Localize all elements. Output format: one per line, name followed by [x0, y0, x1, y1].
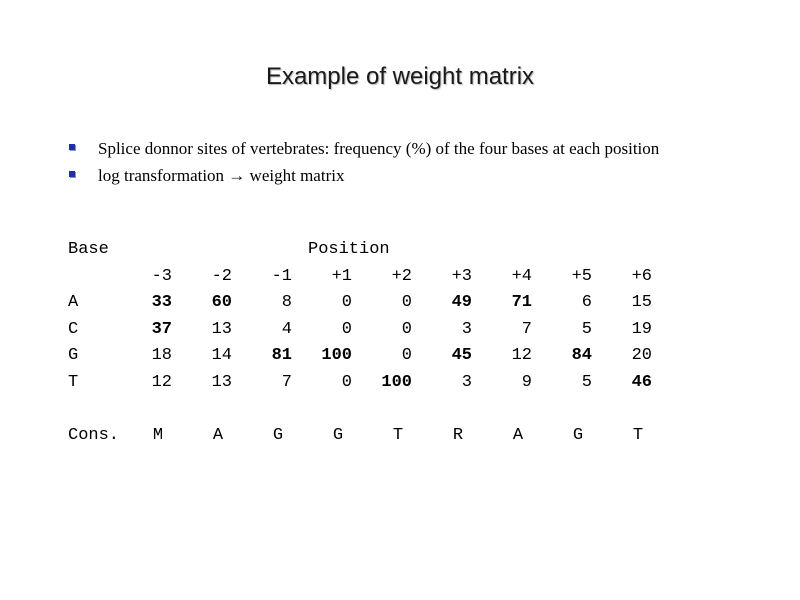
frequency-cell: 49: [451, 293, 472, 313]
frequency-cell: 0: [341, 372, 352, 392]
frequency-cell: 100: [381, 372, 412, 392]
frequency-cell: 3: [461, 372, 472, 392]
frequency-cell: 7: [521, 319, 532, 339]
position-index-cell: +4: [511, 266, 532, 286]
frequency-cell: 33: [151, 293, 172, 313]
bullet-text: Splice donnor sites of vertebrates: frequency (%) of the four bases at each position: [98, 139, 660, 158]
frequency-cell: 9: [521, 372, 532, 392]
frequency-cell: 13: [211, 319, 232, 339]
frequency-cell: 37: [151, 319, 172, 339]
frequency-cell: 0: [341, 293, 352, 313]
position-index-cell: +3: [451, 266, 472, 286]
position-index-cell: +5: [571, 266, 592, 286]
base-label: T: [68, 372, 79, 392]
frequency-cell: 0: [401, 319, 412, 339]
base-label: G: [68, 346, 79, 366]
bullet-item: [66, 138, 726, 159]
frequency-cell: 60: [211, 293, 232, 313]
frequency-cell: 46: [631, 372, 652, 392]
bullet-item: [66, 165, 726, 186]
consensus-cell: T: [392, 426, 404, 446]
bullet-text: log transformation → weight matrix: [98, 166, 345, 185]
position-index-cell: -2: [211, 266, 232, 286]
position-index-cell: -3: [151, 266, 172, 286]
position-header: Position: [308, 240, 390, 259]
consensus-cell: G: [272, 426, 284, 446]
frequency-cell: 8: [281, 293, 292, 313]
square-bullet-icon: [69, 144, 75, 150]
square-bullet-icon: [69, 171, 75, 177]
frequency-cell: 15: [631, 293, 652, 313]
consensus-label: Cons.: [68, 426, 120, 446]
position-index-cell: +1: [331, 266, 352, 286]
frequency-cell: 13: [211, 372, 232, 392]
frequency-cell: 3: [461, 319, 472, 339]
consensus-cell: M: [152, 426, 164, 446]
bullet-list: [66, 138, 726, 192]
base-header: Base: [68, 240, 109, 259]
frequency-cell: 84: [571, 346, 592, 366]
frequency-cell: 45: [451, 346, 472, 366]
base-label: C: [68, 319, 79, 339]
frequency-cell: 4: [281, 319, 292, 339]
position-index-cell: -1: [271, 266, 292, 286]
base-label: A: [68, 293, 79, 313]
frequency-cell: 14: [211, 346, 232, 366]
frequency-cell: 5: [581, 372, 592, 392]
consensus-cell: G: [572, 426, 584, 446]
frequency-cell: 6: [581, 293, 592, 313]
position-index-cell: +6: [631, 266, 652, 286]
frequency-cell: 12: [151, 372, 172, 392]
position-index-cell: +2: [391, 266, 412, 286]
consensus-cell: A: [512, 426, 524, 446]
consensus-cell: R: [452, 426, 464, 446]
frequency-cell: 0: [341, 319, 352, 339]
frequency-cell: 12: [511, 346, 532, 366]
frequency-cell: 18: [151, 346, 172, 366]
frequency-cell: 7: [281, 372, 292, 392]
frequency-cell: 20: [631, 346, 652, 366]
frequency-cell: 0: [401, 293, 412, 313]
frequency-cell: 0: [401, 346, 412, 366]
consensus-cell: A: [212, 426, 224, 446]
consensus-cell: G: [332, 426, 344, 446]
frequency-cell: 5: [581, 319, 592, 339]
frequency-cell: 100: [321, 346, 352, 366]
slide-title: Example of weight matrix: [265, 63, 535, 90]
frequency-cell: 81: [271, 346, 292, 366]
consensus-cell: T: [632, 426, 644, 446]
frequency-cell: 19: [631, 319, 652, 339]
frequency-cell: 71: [511, 293, 532, 313]
